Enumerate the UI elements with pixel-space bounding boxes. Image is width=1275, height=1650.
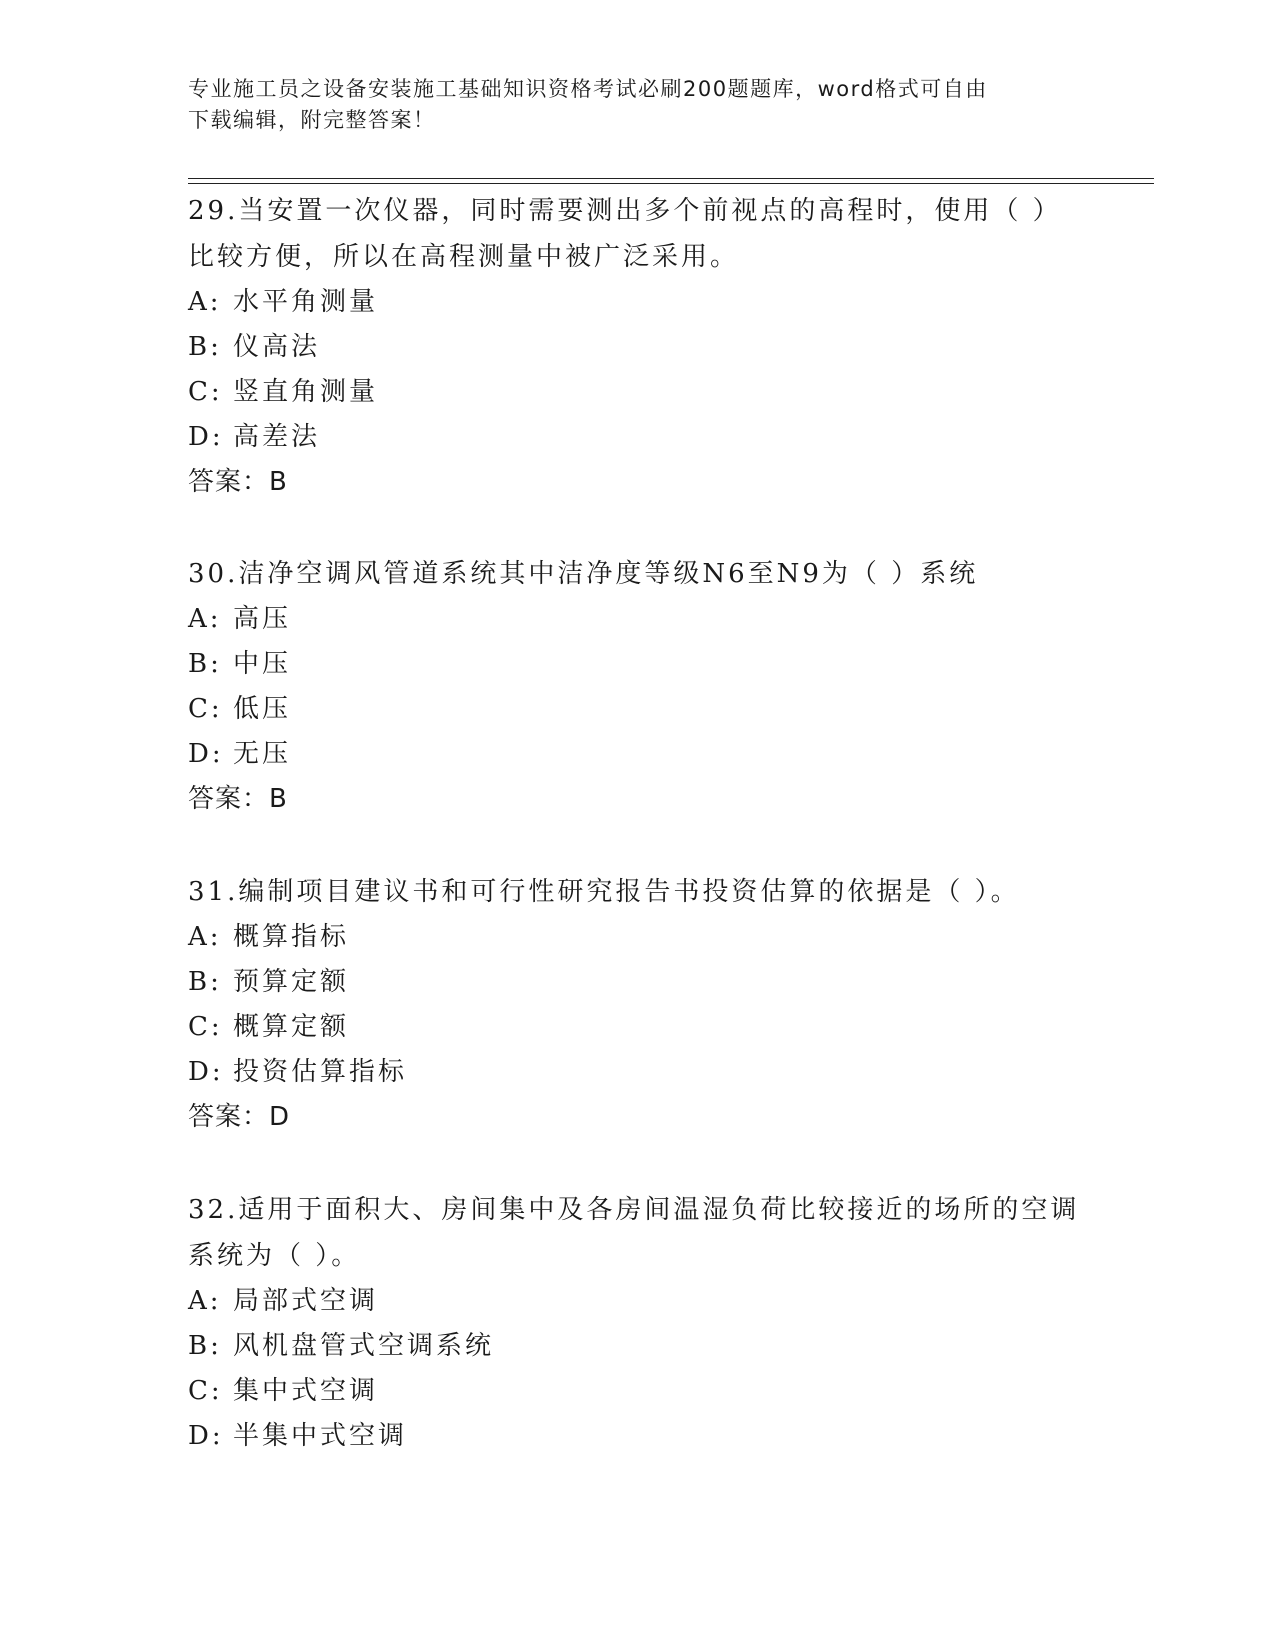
option-key: D: <box>188 1421 224 1451</box>
option-key: A: <box>188 922 222 952</box>
option-key: B: <box>188 1331 222 1361</box>
question-30 <box>188 551 1088 821</box>
option-d <box>188 1414 1088 1459</box>
option-d <box>188 1050 1088 1095</box>
option-key: B: <box>188 649 222 679</box>
option-b <box>188 325 1088 370</box>
option-a <box>188 1279 1088 1324</box>
option-d <box>188 732 1088 777</box>
option-text: 局部式空调 <box>233 1286 379 1316</box>
option-c <box>188 687 1088 732</box>
header-line-2: 下载编辑，附完整答案！ <box>188 108 436 132</box>
option-key: D: <box>188 1057 224 1087</box>
option-a <box>188 597 1088 642</box>
option-text: 风机盘管式空调系统 <box>233 1331 495 1361</box>
option-key: D: <box>188 422 224 452</box>
question-text-line-1: 32.适用于面积大、房间集中及各房间温湿负荷比较接近的场所的空调 <box>188 1195 1080 1225</box>
option-key: A: <box>188 1286 222 1316</box>
option-a <box>188 280 1088 325</box>
document-header <box>188 74 1068 136</box>
question-text-line-2: 比较方便，所以在高程测量中被广泛采用。 <box>188 242 740 272</box>
option-text: 水平角测量 <box>233 287 379 317</box>
answer-line: 答案：B <box>188 784 288 814</box>
option-key: B: <box>188 332 222 362</box>
option-text: 无压 <box>233 739 292 769</box>
option-b <box>188 960 1088 1005</box>
option-d <box>188 415 1088 460</box>
option-text: 竖直角测量 <box>233 377 379 407</box>
option-text: 投资估算指标 <box>233 1057 408 1087</box>
option-key: D: <box>188 739 224 769</box>
question-text-line-1: 30.洁净空调风管道系统其中洁净度等级N6至N9为（ ）系统 <box>188 559 979 589</box>
question-29 <box>188 188 1088 504</box>
question-text-line-1: 29.当安置一次仪器，同时需要测出多个前视点的高程时，使用（ ） <box>188 196 1062 226</box>
option-text: 低压 <box>233 694 292 724</box>
option-key: C: <box>188 1012 223 1042</box>
option-key: A: <box>188 604 222 634</box>
header-line-1: 专业施工员之设备安装施工基础知识资格考试必刷200题题库，word格式可自由 <box>188 77 988 101</box>
question-text-line-1: 31.编制项目建议书和可行性研究报告书投资估算的依据是（ ）。 <box>188 877 1020 907</box>
option-b <box>188 642 1088 687</box>
answer-line: 答案：B <box>188 467 288 497</box>
header-divider-bottom <box>188 183 1154 184</box>
option-key: C: <box>188 377 223 407</box>
option-c <box>188 1369 1088 1414</box>
option-b <box>188 1324 1088 1369</box>
option-text: 高差法 <box>233 422 321 452</box>
option-text: 概算指标 <box>233 922 350 952</box>
option-text: 中压 <box>233 649 292 679</box>
option-c <box>188 370 1088 415</box>
question-31 <box>188 869 1088 1139</box>
option-c <box>188 1005 1088 1050</box>
option-key: B: <box>188 967 222 997</box>
question-text-line-2: 系统为（ ）。 <box>188 1241 361 1271</box>
answer-line: 答案：D <box>188 1102 291 1132</box>
option-a <box>188 915 1088 960</box>
option-key: A: <box>188 287 222 317</box>
question-32 <box>188 1187 1088 1459</box>
header-divider-top <box>188 178 1154 179</box>
option-text: 概算定额 <box>233 1012 350 1042</box>
option-text: 仪高法 <box>233 332 321 362</box>
option-text: 集中式空调 <box>233 1376 379 1406</box>
option-text: 高压 <box>233 604 292 634</box>
option-text: 预算定额 <box>233 967 350 997</box>
option-key: C: <box>188 694 223 724</box>
option-text: 半集中式空调 <box>233 1421 408 1451</box>
option-key: C: <box>188 1376 223 1406</box>
